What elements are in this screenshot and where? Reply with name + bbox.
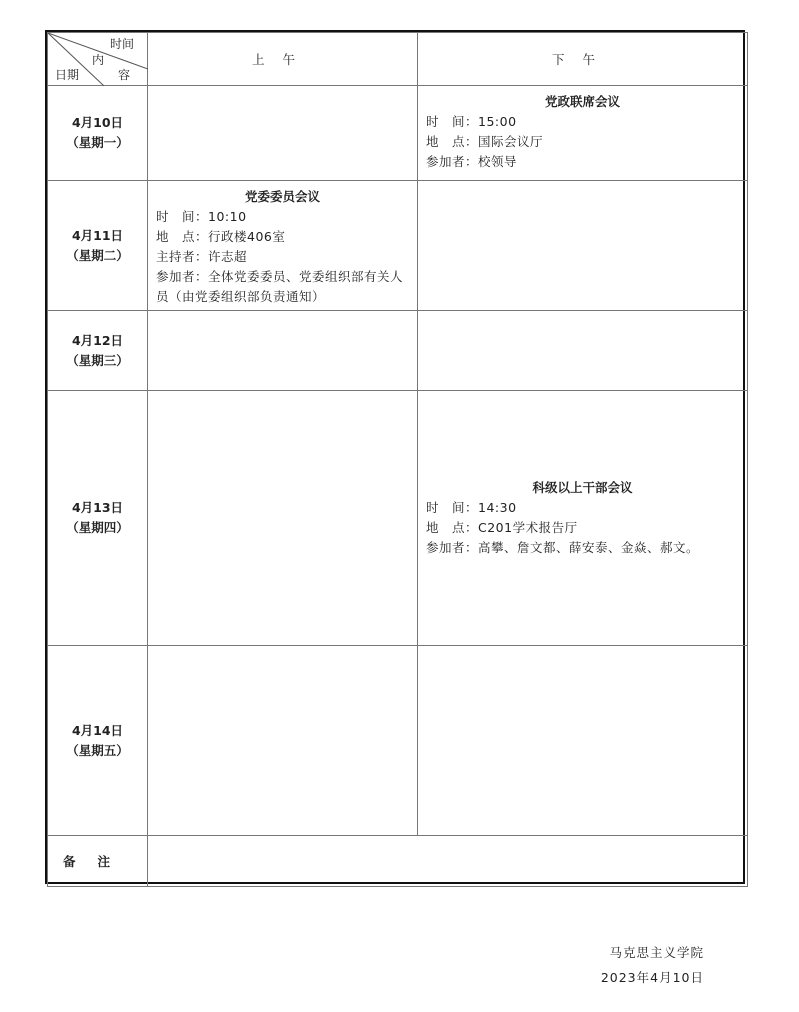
corner-time-label: 时间 (110, 37, 135, 51)
weekday-label: （星期五） (66, 742, 129, 758)
header-row (48, 33, 748, 86)
event-title: 党委委员会议 (244, 189, 320, 204)
corner-content-label-2: 容 (118, 68, 131, 82)
date-cell-thu (48, 391, 148, 646)
event-cadre-meeting (418, 478, 747, 558)
remarks-row (48, 836, 748, 887)
weekly-schedule-table (47, 32, 748, 887)
day-row-tue (48, 181, 748, 311)
wed-am-cell (148, 311, 418, 391)
date-cell-wed (48, 311, 148, 391)
mon-pm-cell (418, 86, 748, 181)
event-title: 科级以上干部会议 (532, 480, 633, 495)
event-place: 地 点：国际会议厅 (426, 134, 544, 149)
event-time: 时 间：14:30 (426, 500, 517, 515)
date-label: 4月14日 (71, 722, 124, 738)
event-place: 地 点：C201学术报告厅 (426, 520, 578, 535)
corner-header-cell (48, 33, 148, 86)
date-cell-fri (48, 646, 148, 836)
mon-am-cell (148, 86, 418, 181)
afternoon-header: 下午 (418, 33, 748, 86)
date-cell-tue (48, 181, 148, 311)
date-label: 4月12日 (71, 332, 124, 348)
event-attendees: 参加者：校领导 (426, 154, 518, 169)
day-row-fri (48, 646, 748, 836)
remarks-label: 备注 (48, 836, 148, 887)
event-time: 时 间：10:10 (156, 209, 247, 224)
footer-date: 2023年4月10日 (600, 970, 704, 985)
tue-am-cell (148, 181, 418, 311)
event-party-admin-meeting (418, 86, 747, 172)
event-party-committee-meeting (148, 181, 417, 307)
event-host: 主持者：许志超 (156, 249, 248, 264)
footer-organization: 马克思主义学院 (609, 945, 704, 960)
event-attendees: 参加者：全体党委委员、党委组织部有关人员（由党委组织部负责通知） (156, 269, 404, 304)
event-title: 党政联席会议 (544, 94, 620, 109)
day-row-thu (48, 391, 748, 646)
corner-date-label: 日期 (55, 68, 80, 82)
fri-am-cell (148, 646, 418, 836)
thu-pm-cell (418, 391, 748, 646)
date-label: 4月11日 (71, 227, 124, 243)
event-place: 地 点：行政楼406室 (156, 229, 286, 244)
weekday-label: （星期四） (66, 520, 129, 535)
remarks-content-cell (148, 836, 748, 887)
morning-header: 上午 (148, 33, 418, 86)
day-row-mon (48, 86, 748, 181)
event-attendees: 参加者：高攀、詹文都、薛安泰、金焱、郝文。 (426, 540, 700, 555)
weekday-label: （星期二） (66, 247, 129, 263)
tue-pm-cell (418, 181, 748, 311)
thu-am-cell (148, 391, 418, 646)
wed-pm-cell (418, 311, 748, 391)
date-label: 4月13日 (71, 500, 124, 515)
day-row-wed (48, 311, 748, 391)
date-label: 4月10日 (71, 115, 124, 130)
fri-pm-cell (418, 646, 748, 836)
corner-content-label-1: 内 (92, 53, 105, 67)
weekday-label: （星期一） (66, 135, 129, 150)
schedule-table-frame (45, 30, 745, 884)
weekday-label: （星期三） (66, 352, 129, 368)
event-time: 时 间：15:00 (426, 114, 517, 129)
date-cell-mon (48, 86, 148, 181)
